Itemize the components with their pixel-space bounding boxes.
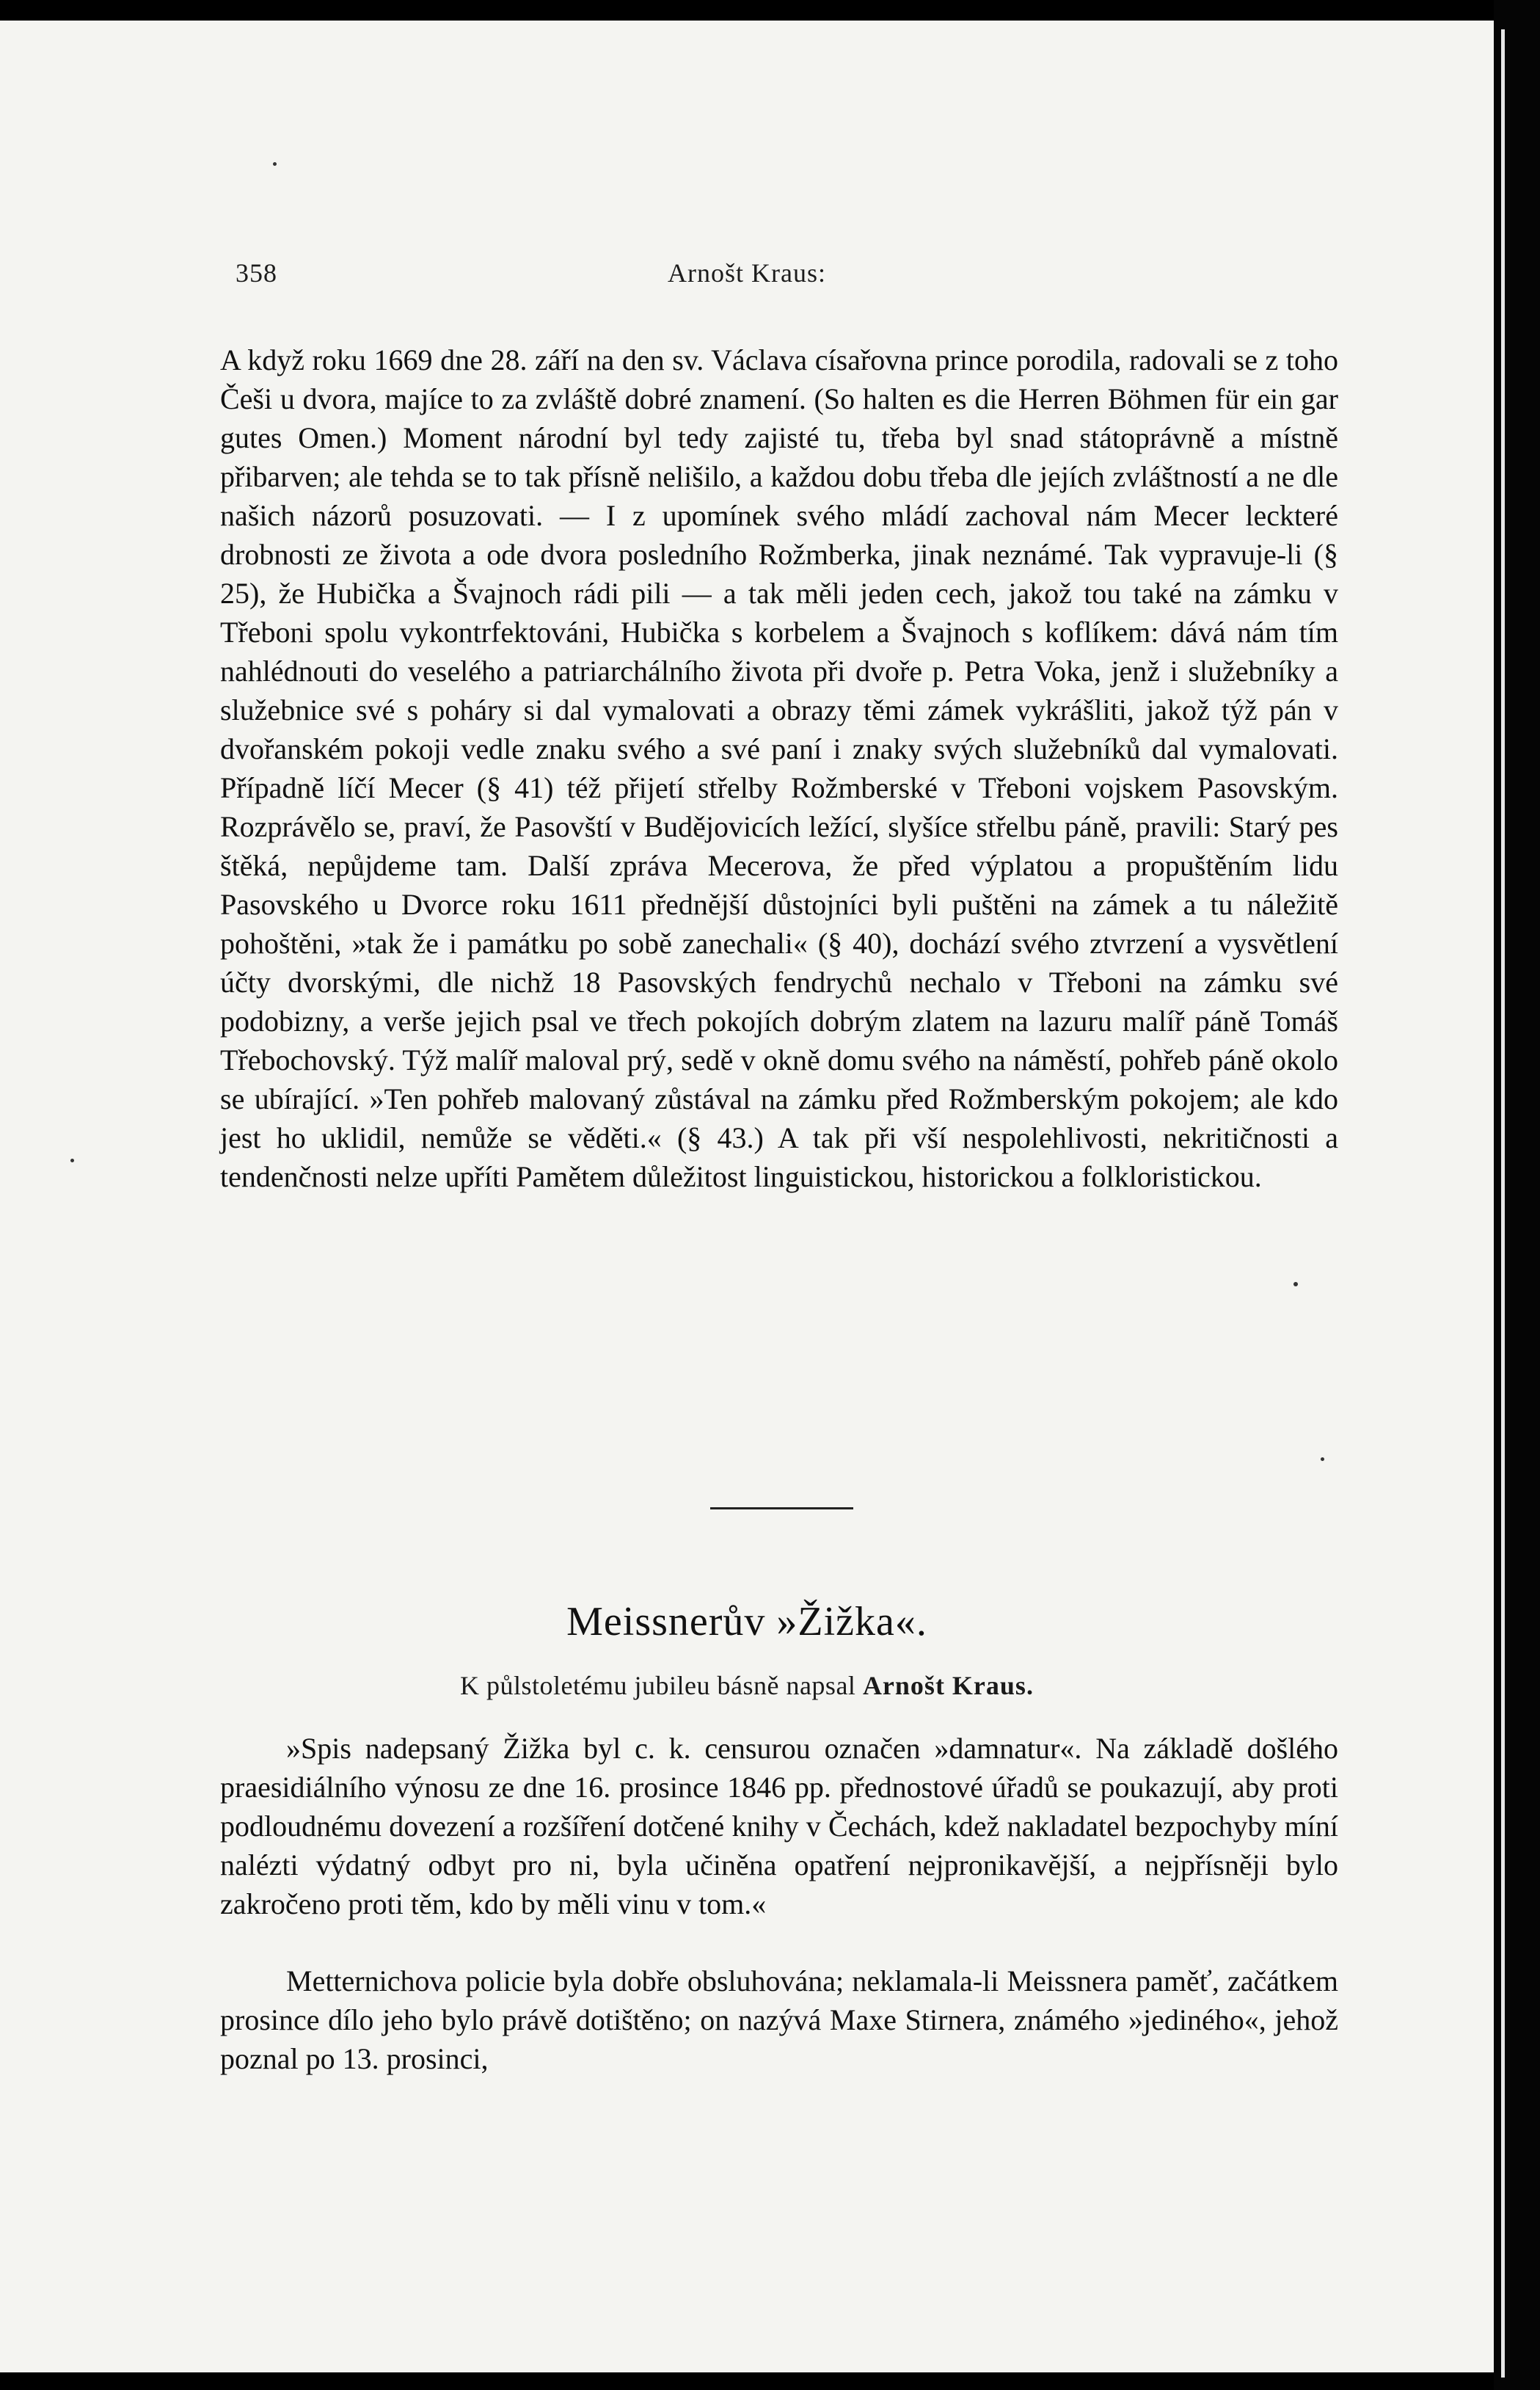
- body-paragraph-1: A když roku 1669 dne 28. září na den sv. Václava císařovna prince porodila, radovali se z toho Češi u dvora, majíce to za zvláště dobré znamení. (So halten es die Herren Böhmen für ein gar gutes Omen.) Moment národní byl tedy zajisté tu, třeba byl snad státoprávně a místně přibarven; ale tehda se to tak přísně nelišilo, a každou dobu třeba dle jejích zvláštností a ne dle našich názorů posuzovati. — I z upomínek svého mládí zachoval nám Mecer leckteré drobnosti ze života a ode dvora posledního Rožmberka, jinak neznámé. Tak vypravuje-li (§ 25), že Hubička a Švajnoch rádi pili — a tak měli jeden cech, jakož tou také na zámku v Třeboni spolu vykontrfektováni, Hubička s korbelem a Švajnoch s koflíkem: dává nám tím nahlédnouti do veselého a patriarchálního života při dvoře p. Petra Voka, jenž i služebníky a služebnice své s poháry si dal vymalovati a obrazy těmi zámek vykrášliti, jakož týž pán v dvořanském pokoji vedle znaku svého a své paní i znaky svých služebníků dal vymalovati. Případně líčí Mecer (§ 41) též přijetí střelby Rožmberské v Třeboni vojskem Pasovským. Rozprávělo se, praví, že Pasovští v Budějovicích ležící, slyšíce střelbu páně, pravili: Starý pes štěká, nepůjdeme tam. Další zpráva Mecerova, že před výplatou a propuštěním lidu Pasovského u Dvorce roku 1611 přednější důstojníci byli puštěni na zámek a tu náležitě pohoštěni, »tak že i památku po sobě zanechali« (§ 40), dochází svého ztvrzení a vysvětlení účty dvorskými, dle nichž 18 Pasovských fendrychů nechalo v Třeboni na zámku své podobizny, a verše jejich psal ve třech pokojích dobrým zlatem na lazuru malíř páně Tomáš Třebochovský. Týž malíř maloval prý, sedě v okně domu svého na náměstí, pohřeb páně okolo se ubírající. »Ten pohřeb malovaný zůstával na zámku před Rožmberským pokojem; ale kdo jest ho uklidil, nemůže se věděti.« (§ 43.) A tak při vší nespolehlivosti, nekritičnosti a tendenčnosti nelze upříti Pamětem důležitost linguistickou, historickou a folkloristickou.: [220, 343, 1338, 1193]
- page-header: [0, 258, 1494, 302]
- section-divider: [710, 1507, 853, 1509]
- subtitle-text: K půlstoletému jubileu básně napsal: [460, 1671, 856, 1700]
- page-number: 358: [236, 258, 277, 288]
- scan-speck: [1321, 1457, 1324, 1461]
- scan-speck: [1293, 1282, 1298, 1286]
- scan-speck: [273, 162, 277, 166]
- body-paragraph-2: »Spis nadepsaný Žižka byl c. k. censurou označen »damnatur«. Na základě došlého praesidiálního výnosu ze dne 16. prosince 1846 pp. přednostové úřadů se poukazují, aby proti podloudnému dovezení a rozšíření dotčené knihy v Čechách, kdež nakladatel bezpochyby míní nalézti výdatný odbyt pro ni, byla učiněna opatření nejpronikavější, a nejpřísněji bylo zakročeno proti těm, kdo by měli vinu v tom.«: [220, 1732, 1338, 1920]
- book-page: [0, 21, 1494, 2372]
- scan-speck: [70, 1159, 74, 1162]
- scan-edge-line: [1501, 29, 1505, 2378]
- article-subtitle: [0, 1670, 1494, 1701]
- subtitle-author: Arnošt Kraus.: [862, 1671, 1034, 1700]
- article-title: Meissnerův »Žižka«.: [566, 1599, 927, 1644]
- body-paragraph-3: Metternichova policie byla dobře obsluhována; neklamala-li Meissnera paměť, začátkem prosince dílo jeho bylo právě dotištěno; on nazývá Maxe Stirnera, známého »jediného«, jehož poznal po 13. prosinci,: [220, 1964, 1338, 2075]
- running-head: Arnošt Kraus:: [668, 258, 826, 288]
